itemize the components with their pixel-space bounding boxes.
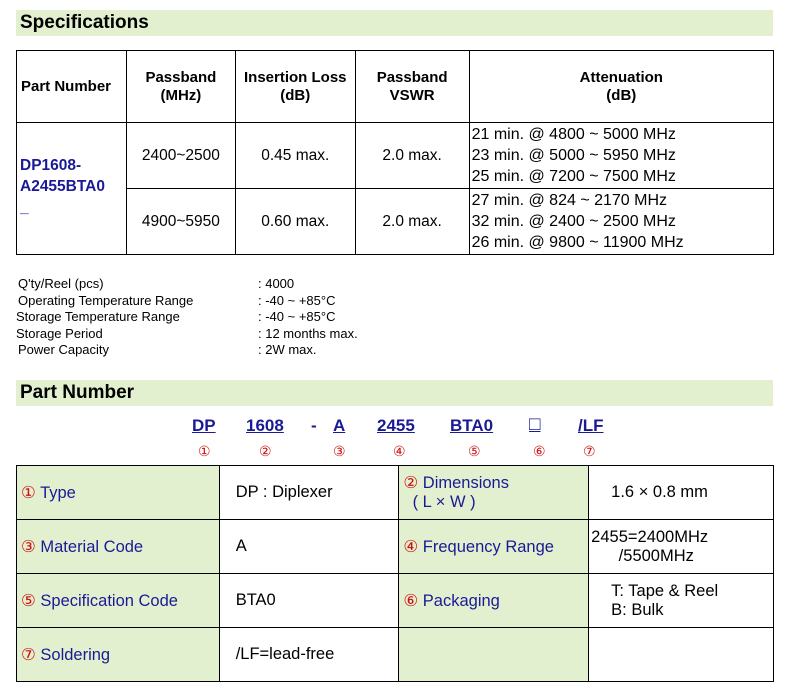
code-material: A (333, 416, 346, 435)
circled-number: ③ (333, 443, 346, 459)
property-key: Power Capacity (18, 342, 110, 357)
code-spec: BTA0 (450, 416, 494, 435)
field-spec-code-value: BTA0 (219, 574, 399, 628)
properties-list (18, 276, 358, 359)
property-row (18, 326, 358, 343)
header-passband: Passband (MHz) (126, 51, 235, 123)
code-frequency: 2455 (377, 416, 415, 435)
header-vswr: Passband VSWR (355, 51, 469, 123)
circled-number: ⑦ (583, 443, 596, 459)
circled-number: ② (259, 443, 272, 459)
header-attenuation: Attenuation (dB) (469, 51, 773, 123)
field-frequency-value: 2455=2400MHz /5500MHz (589, 520, 774, 574)
spec-row (17, 189, 774, 255)
empty-value-cell (589, 628, 774, 682)
property-key: Storage Temperature Range (16, 309, 180, 324)
attenuation-line: 25 min. @ 7200 ~ 7500 MHz (471, 168, 676, 185)
passband-cell: 2400~2500 (126, 123, 235, 189)
property-row (18, 276, 358, 293)
property-row (18, 293, 358, 310)
circled-number: ④ (393, 443, 406, 459)
field-type-value: DP : Diplexer (219, 466, 399, 520)
property-key: Storage Period (16, 325, 103, 341)
field-material-value: A (219, 520, 399, 574)
field-spec-code-label: ⑤ Specification Code (17, 574, 220, 628)
attenuation-line: 27 min. @ 824 ~ 2170 MHz (471, 192, 668, 209)
property-value: : 2W max. (258, 342, 317, 357)
field-dimensions-label: ② Dimensions ( L × W ) (399, 466, 589, 520)
circled-number: ⑥ (533, 443, 546, 459)
code-dash: - (311, 416, 317, 435)
attenuation-cell (469, 123, 773, 189)
attenuation-line: 26 min. @ 9800 ~ 11900 MHz (471, 234, 684, 251)
field-dimensions-value: 1.6 × 0.8 mm (589, 466, 774, 520)
insertion-loss-cell: 0.45 max. (235, 123, 355, 189)
field-type-label: ① Type (17, 466, 220, 520)
field-packaging-label: ⑥ Packaging (399, 574, 589, 628)
property-row (18, 309, 358, 326)
circled-number: ① (198, 443, 211, 459)
code-leadfree: /LF (578, 416, 604, 435)
specifications-table (16, 50, 774, 255)
vswr-cell: 2.0 max. (355, 189, 469, 255)
property-value: : -40 ~ +85°C (258, 309, 336, 324)
table-row (17, 466, 774, 520)
property-row (18, 342, 358, 359)
table-row (17, 520, 774, 574)
spec-header-row (17, 51, 774, 123)
part-number-heading: Part Number (16, 380, 773, 406)
attenuation-line: 21 min. @ 4800 ~ 5000 MHz (471, 126, 676, 143)
header-insertion-loss: Insertion Loss (dB) (235, 51, 355, 123)
attenuation-cell (469, 189, 773, 255)
field-frequency-label: ④ Frequency Range (399, 520, 589, 574)
table-row (17, 574, 774, 628)
insertion-loss-cell: 0.60 max. (235, 189, 355, 255)
code-series: DP (192, 416, 216, 435)
part-number-table (16, 465, 774, 682)
code-size: 1608 (246, 416, 284, 435)
circled-number: ⑤ (468, 443, 481, 459)
field-material-label: ③ Material Code (17, 520, 220, 574)
table-row (17, 628, 774, 682)
property-key: Q'ty/Reel (pcs) (18, 276, 104, 291)
empty-label-cell (399, 628, 589, 682)
header-part-number: Part Number (17, 51, 127, 123)
specifications-heading: Specifications (16, 10, 773, 36)
property-value: : 4000 (258, 276, 295, 291)
field-soldering-value: /LF=lead-free (219, 628, 399, 682)
field-soldering-label: ⑦ Soldering (17, 628, 220, 682)
property-value: : 12 months max. (258, 325, 358, 341)
attenuation-line: 23 min. @ 5000 ~ 5950 MHz (471, 147, 676, 164)
field-packaging-value: T: Tape & Reel B: Bulk (589, 574, 774, 628)
property-value: : -40 ~ +85°C (258, 292, 336, 308)
vswr-cell: 2.0 max. (355, 123, 469, 189)
passband-cell: 4900~5950 (126, 189, 235, 255)
code-packaging-box: □ (529, 414, 541, 435)
part-number-cell: DP1608- A2455BTA0 _ (17, 123, 127, 255)
attenuation-line: 32 min. @ 2400 ~ 2500 MHz (471, 213, 676, 230)
property-key: Operating Temperature Range (18, 292, 194, 308)
spec-row (17, 123, 774, 189)
